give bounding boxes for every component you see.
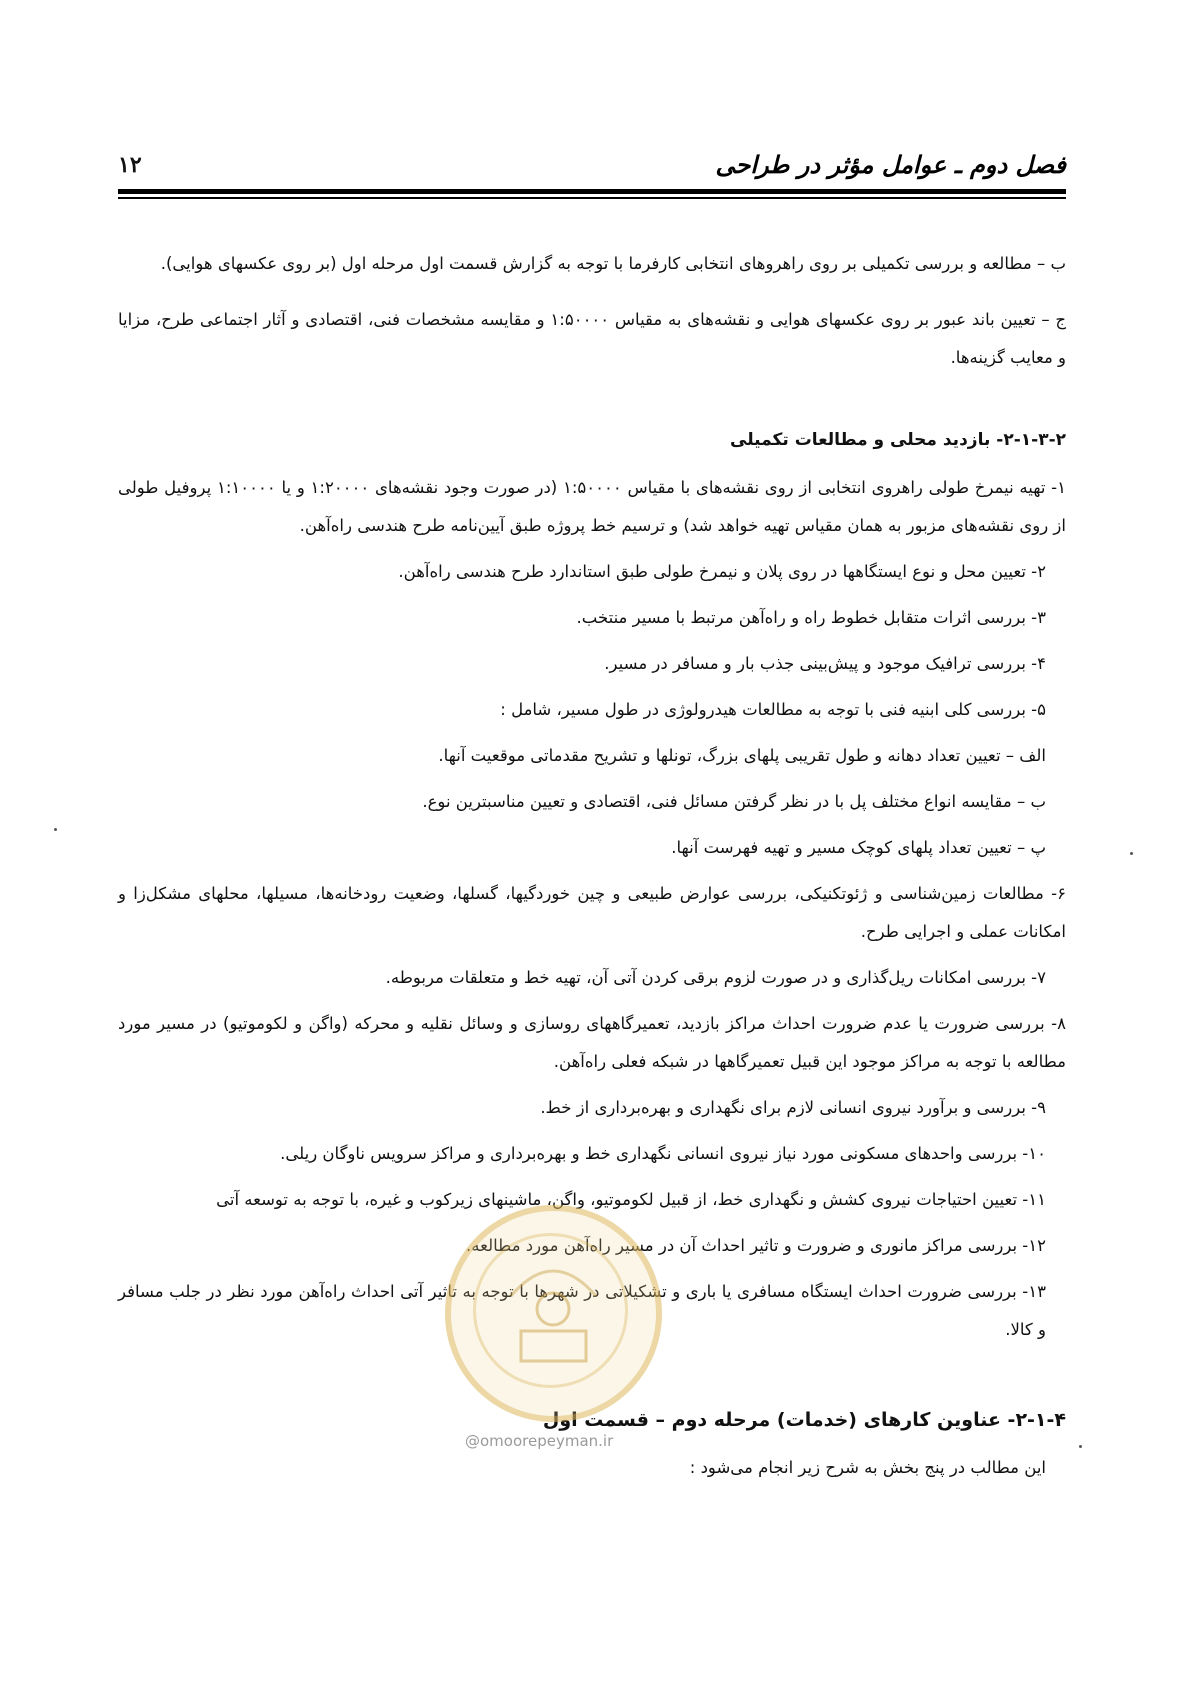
list-item: ۵- بررسی کلی ابنیه فنی با توجه به مطالعات هیدرولوژی در طول مسیر، شامل :: [500, 700, 1046, 719]
list-item: ۷- بررسی امکانات ریل‌گذاری و در صورت لزوم برقی کردن آتی آن، تهیه خط و متعلقات مربوطه.: [385, 968, 1046, 987]
list-item: ۴- بررسی ترافیک موجود و پیش‌بینی جذب بار و مسافر در مسیر.: [604, 654, 1046, 673]
list-item: ۳- بررسی اثرات متقابل خطوط راه و راه‌آهن مرتبط با مسیر منتخب.: [576, 608, 1046, 627]
list-item: ۸- بررسی ضرورت یا عدم ضرورت احداث مراکز بازدید، تعمیرگاههای روسازی و وسائل نقلیه و محرکه (واگن و لکوموتیو) در مسیر مورد مطالعه با توجه به مراکز موجود این قبیل تعمیرگاهها در شبکه فعلی راه‌آهن.: [118, 1014, 1066, 1071]
page-header: [118, 150, 1066, 190]
page-number: ۱۲: [118, 152, 142, 178]
margin-speck: [54, 828, 57, 831]
sub-list-item: الف – تعیین تعداد دهانه و طول تقریبی پلهای بزرگ، تونلها و تشریح مقدماتی موقعیت آنها.: [438, 746, 1046, 765]
header-rule-thin: [118, 197, 1066, 199]
margin-speck: [1079, 1445, 1082, 1448]
header-rule-thick: [118, 189, 1066, 194]
list-item: ۲- تعیین محل و نوع ایستگاهها در روی پلان و نیمرخ طولی طبق استاندارد طرح هندسی راه‌آهن.: [398, 562, 1046, 581]
closing-paragraph: این مطالب در پنج بخش به شرح زیر انجام می‌شود :: [689, 1458, 1046, 1477]
list-item: ۱- تهیه نیمرخ طولی راهروی انتخابی از روی نقشه‌های با مقیاس ۱:۵۰۰۰۰ (در صورت وجود نقشه‌های ۱:۲۰۰۰۰ و یا ۱:۱۰۰۰۰ پروفیل طولی از روی نقشه‌های مزبور به همان مقیاس تهیه خواهد شد) و ترسیم خط پروژه طبق آیین‌نامه طرح هندسی راه‌آهن.: [118, 478, 1067, 535]
list-item: ۱۱- تعیین احتیاجات نیروی کشش و نگهداری خط، از قبیل لکوموتیو، واگن، ماشینهای زیرکوب و غیره، با توجه به توسعه آتی: [216, 1190, 1046, 1209]
section-heading-site-visit: ۲-۱-۳-۲- بازدید محلی و مطالعات تکمیلی: [730, 430, 1066, 450]
list-item: ۶- مطالعات زمین‌شناسی و ژئوتکنیکی، بررسی عوارض طبیعی و چین خوردگیها، گسلها، وضعیت رودخانه‌ها، مسیلها، محلهای مشکل‌زا و امکانات عملی و اجرایی طرح.: [118, 884, 1066, 941]
sub-list-item: ب – مقایسه انواع مختلف پل با در نظر گرفتن مسائل فنی، اقتصادی و تعیین مناسبترین نوع.: [422, 792, 1046, 811]
list-item: ۹- بررسی و برآورد نیروی انسانی لازم برای نگهداری و بهره‌برداری از خط.: [540, 1098, 1046, 1117]
list-item: ۱۳- بررسی ضرورت احداث ایستگاه مسافری یا باری و تشکیلاتی در شهرها با توجه به تاثیر آتی احداث راه‌آهن مورد نظر در جلب مسافر و کالا.: [118, 1282, 1046, 1339]
section-heading-phase-two: ۲-۱-۴- عناوین کارهای (خدمات) مرحله دوم – قسمت اول: [542, 1409, 1066, 1431]
paragraph-b: ب – مطالعه و بررسی تکمیلی بر روی راهروهای انتخابی کارفرما با توجه به گزارش قسمت اول مرحله اول (بر روی عکسهای هوایی).: [160, 254, 1066, 273]
list-item: ۱۰- بررسی واحدهای مسکونی مورد نیاز نیروی انسانی نگهداری خط و بهره‌برداری و مراکز سرویس ناوگان ریلی.: [280, 1144, 1046, 1163]
paragraph-j: ج – تعیین باند عبور بر روی عکسهای هوایی و نقشه‌های به مقیاس ۱:۵۰۰۰۰ و مقایسه مشخصات فنی، اقتصادی و آثار اجتماعی طرح، مزایا و معایب گزینه‌ها.: [118, 310, 1066, 367]
margin-speck: [1130, 852, 1133, 855]
chapter-title: فصل دوم ـ عوامل مؤثر در طراحی: [715, 150, 1066, 179]
sub-list-item: پ – تعیین تعداد پلهای کوچک مسیر و تهیه فهرست آنها.: [671, 838, 1046, 857]
watermark-url: @omoorepeyman.ir: [465, 1432, 614, 1450]
body-text: [118, 245, 1066, 1505]
list-item: ۱۲- بررسی مراکز مانوری و ضرورت و تاثیر احداث آن در مسیر راه‌آهن مورد مطالعه.: [466, 1236, 1046, 1255]
